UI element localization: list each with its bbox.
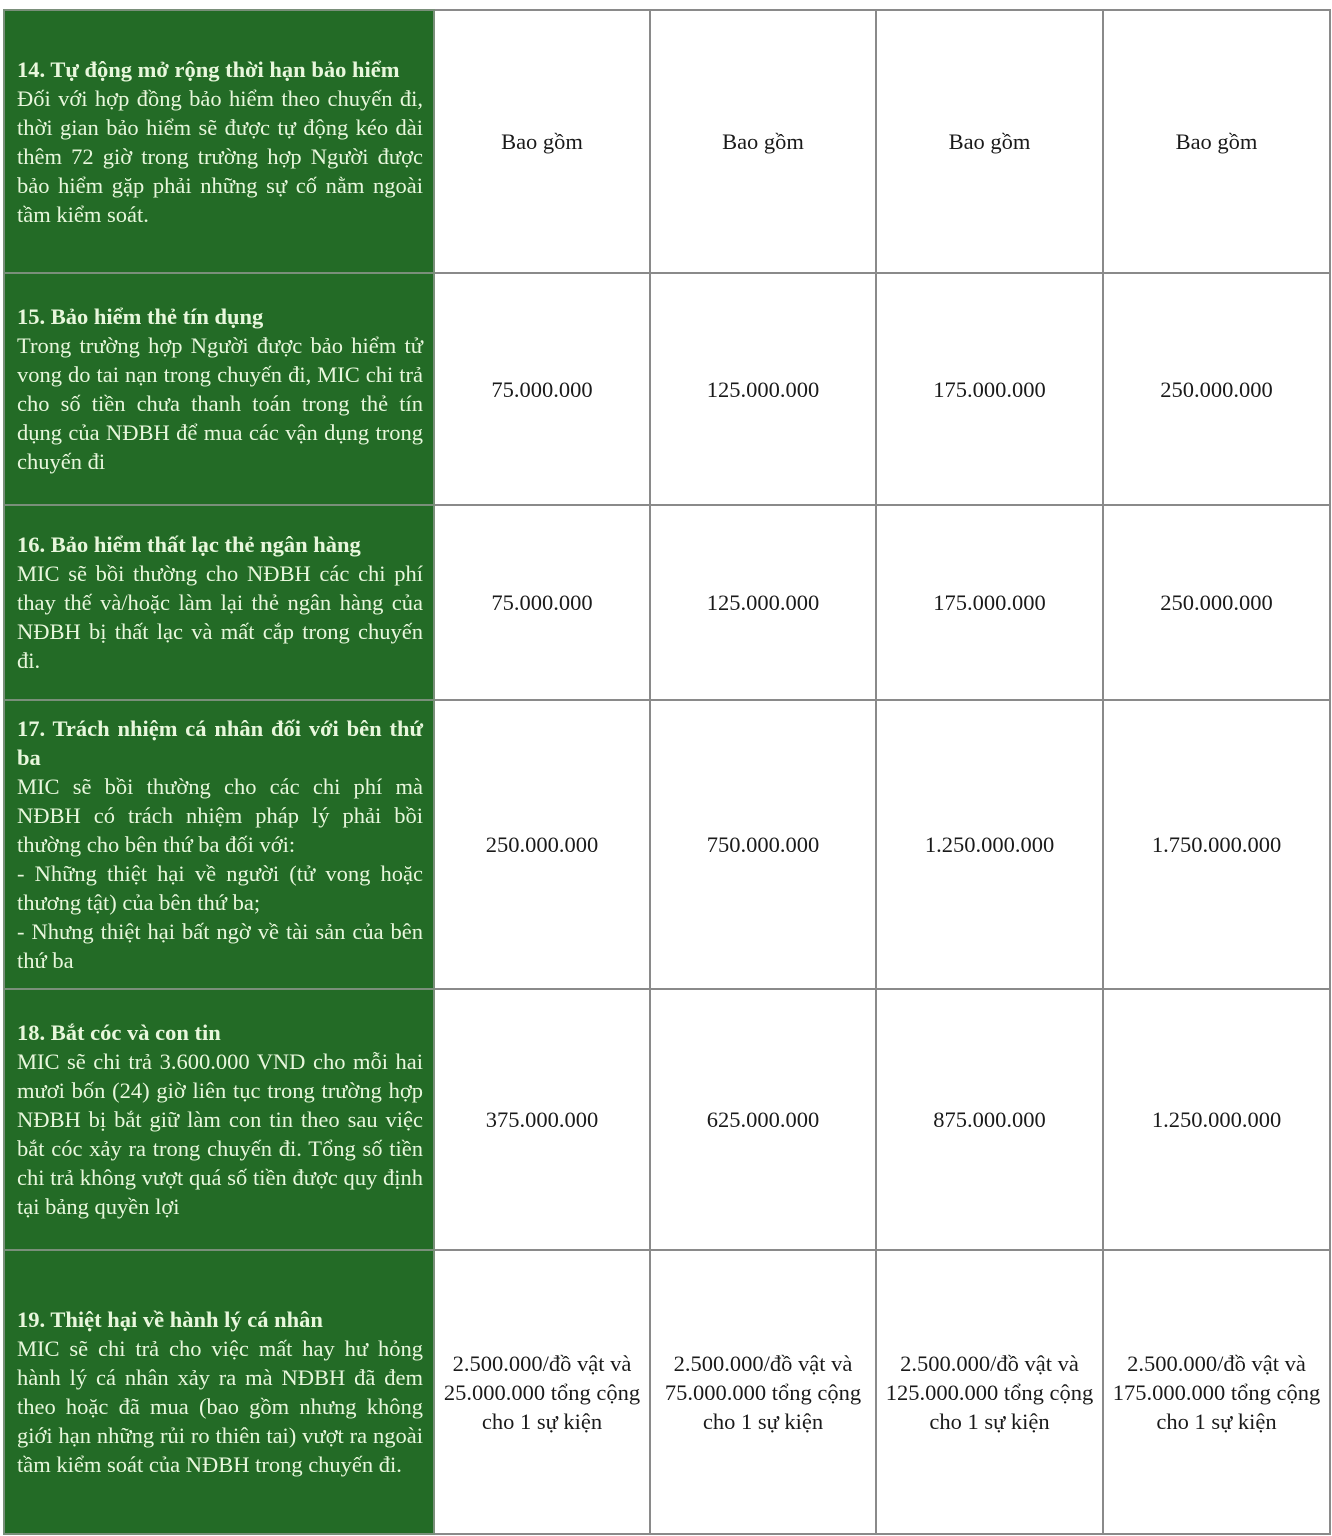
- plan-value-cell: 75.000.000: [434, 505, 650, 700]
- table-row-15: [4, 273, 1330, 505]
- plan-value-cell: 2.500.000/đồ vật và 125.000.000 tổng cộng cho 1 sự kiện: [876, 1250, 1103, 1534]
- plan-value-cell: Bao gồm: [876, 10, 1103, 273]
- plan-value-cell: 375.000.000: [434, 989, 650, 1250]
- benefit-title: 18. Bắt cóc và con tin: [17, 1020, 221, 1045]
- benefit-description: MIC sẽ bồi thường cho các chi phí mà NĐBH có trách nhiệm pháp lý phải bồi thường cho bên thứ ba đối với: - Những thiệt hại về người (tử vong hoặc thương tật) của bên thứ ba; - Nhưng thiệt hại bất ngờ về tài sản của bên thứ ba: [17, 774, 423, 973]
- benefit-cell: [4, 505, 434, 700]
- plan-value-cell: 1.250.000.000: [876, 700, 1103, 989]
- plan-value-cell: Bao gồm: [434, 10, 650, 273]
- table-row-14: [4, 10, 1330, 273]
- plan-value-cell: 125.000.000: [650, 505, 876, 700]
- plan-value-cell: 175.000.000: [876, 505, 1103, 700]
- plan-value-cell: 625.000.000: [650, 989, 876, 1250]
- benefit-title: 14. Tự động mở rộng thời hạn bảo hiểm: [17, 56, 400, 82]
- table-row-16: [4, 505, 1330, 700]
- plan-value-cell: 125.000.000: [650, 273, 876, 505]
- benefit-title: 15. Bảo hiểm thẻ tín dụng: [17, 304, 264, 329]
- benefit-cell: [4, 273, 434, 505]
- plan-value-cell: 1.750.000.000: [1103, 700, 1330, 989]
- benefit-description: MIC sẽ chi trả cho việc mất hay hư hỏng hành lý cá nhân xảy ra mà NĐBH đã đem theo hoặc đã mua (bao gồm nhưng không giới hạn những rủi ro thiên tai) vượt ra ngoài tầm kiểm soát của NĐBH trong chuyến đi.: [17, 1336, 423, 1477]
- benefits-table: [3, 9, 1331, 1535]
- plan-value-cell: 1.250.000.000: [1103, 989, 1330, 1250]
- table-row-19: [4, 1250, 1330, 1534]
- plan-value-cell: Bao gồm: [650, 10, 876, 273]
- benefits-table-container: [3, 9, 1329, 1535]
- benefit-title: 17. Trách nhiệm cá nhân đối với bên thứ ba: [17, 716, 423, 770]
- benefit-description: Trong trường hợp Người được bảo hiểm tử vong do tai nạn trong chuyến đi, MIC chi trả cho số tiền chưa thanh toán trong thẻ tín dụng của NĐBH để mua các vận dụng trong chuyến đi: [17, 333, 423, 474]
- benefit-description: Đối với hợp đồng bảo hiểm theo chuyến đi, thời gian bảo hiểm sẽ được tự động kéo dài thêm 72 giờ trong trường hợp Người được bảo hiểm gặp phải những sự cố nằm ngoài tầm kiểm soát.: [17, 85, 423, 227]
- table-row-18: [4, 989, 1330, 1250]
- benefit-cell: [4, 989, 434, 1250]
- benefit-cell: [4, 1250, 434, 1534]
- plan-value-cell: 250.000.000: [1103, 273, 1330, 505]
- plan-value-cell: 875.000.000: [876, 989, 1103, 1250]
- table-row-17: [4, 700, 1330, 989]
- plan-value-cell: Bao gồm: [1103, 10, 1330, 273]
- benefit-title: 19. Thiệt hại về hành lý cá nhân: [17, 1307, 323, 1332]
- plan-value-cell: 175.000.000: [876, 273, 1103, 505]
- benefit-description: MIC sẽ chi trả 3.600.000 VND cho mỗi hai mươi bốn (24) giờ liên tục trong trường hợp NĐBH bị bắt giữ làm con tin theo sau việc bắt cóc xảy ra trong chuyến đi. Tổng số tiền chi trả không vượt quá số tiền được quy định tại bảng quyền lợi: [17, 1049, 423, 1219]
- plan-value-cell: 2.500.000/đồ vật và 75.000.000 tổng cộng cho 1 sự kiện: [650, 1250, 876, 1534]
- plan-value-cell: 2.500.000/đồ vật và 25.000.000 tổng cộng cho 1 sự kiện: [434, 1250, 650, 1534]
- plan-value-cell: 2.500.000/đồ vật và 175.000.000 tổng cộng cho 1 sự kiện: [1103, 1250, 1330, 1534]
- plan-value-cell: 75.000.000: [434, 273, 650, 505]
- plan-value-cell: 750.000.000: [650, 700, 876, 989]
- benefit-title: 16. Bảo hiểm thất lạc thẻ ngân hàng: [17, 532, 361, 557]
- benefit-description: MIC sẽ bồi thường cho NĐBH các chi phí thay thế và/hoặc làm lại thẻ ngân hàng của NĐBH bị thất lạc và mất cắp trong chuyến đi.: [17, 561, 423, 673]
- plan-value-cell: 250.000.000: [1103, 505, 1330, 700]
- plan-value-cell: 250.000.000: [434, 700, 650, 989]
- benefit-cell: [4, 700, 434, 989]
- benefit-cell: [4, 10, 434, 273]
